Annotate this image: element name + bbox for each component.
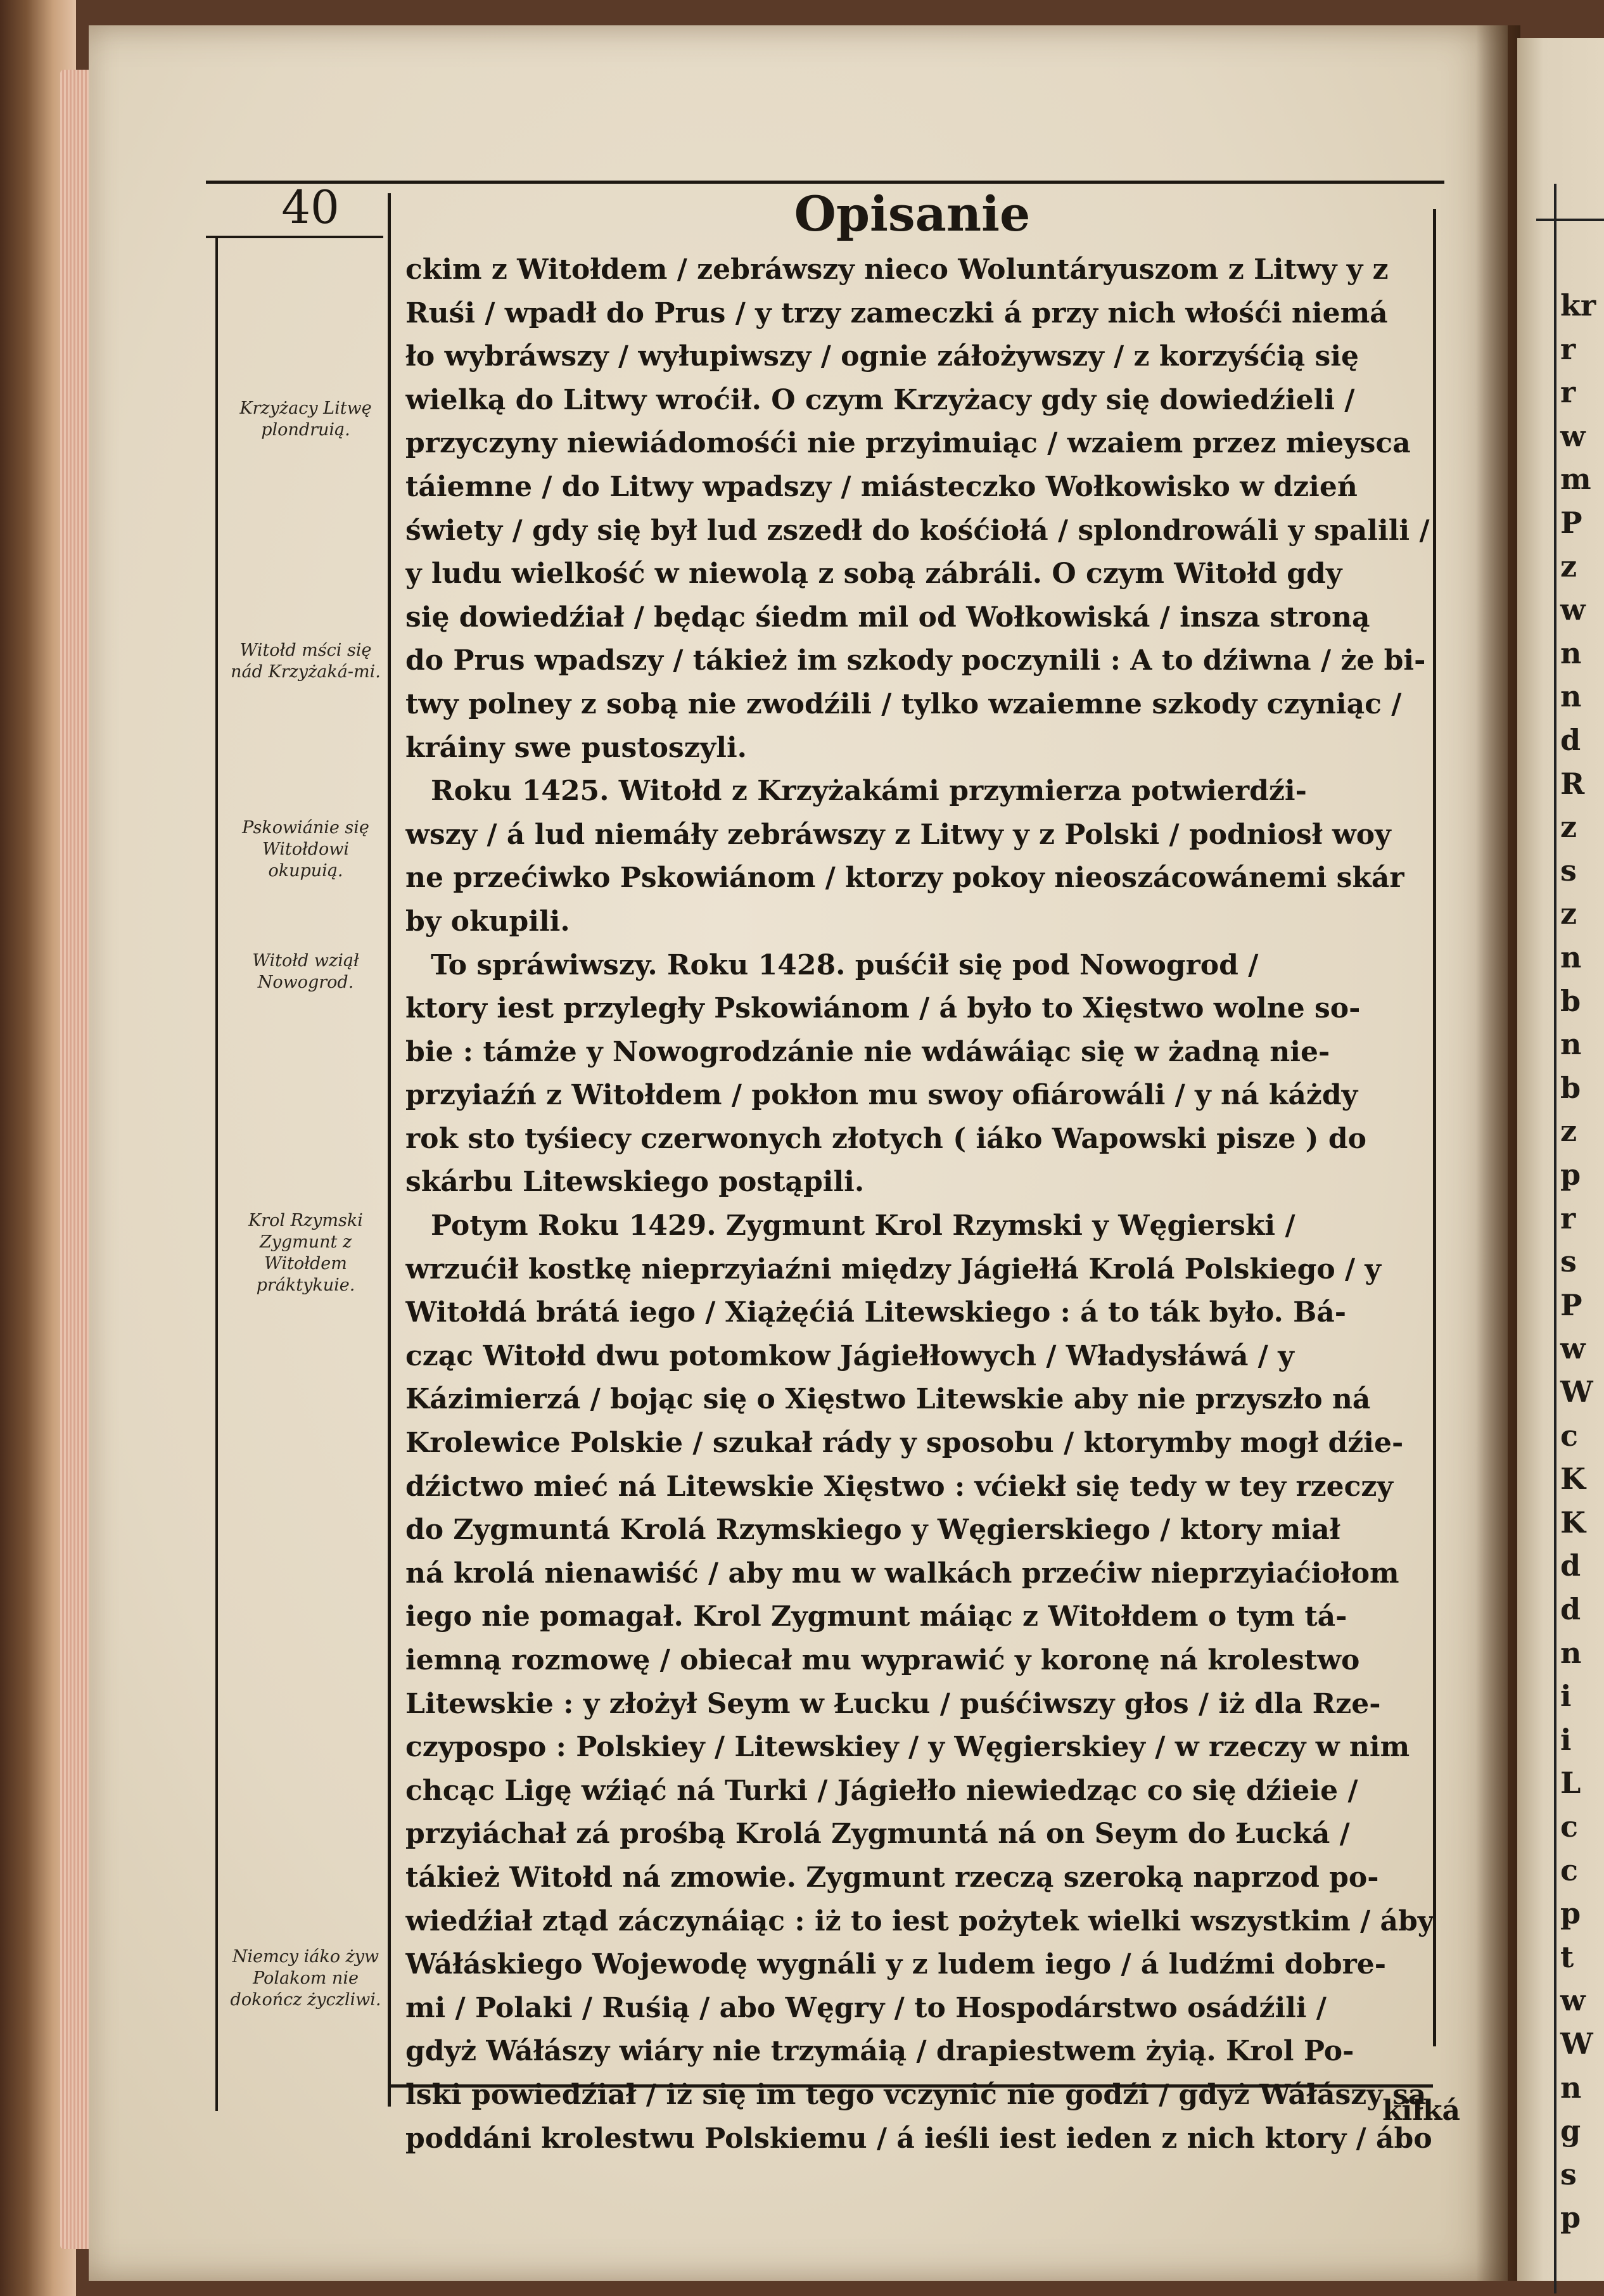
facing-page-fragment: W [1560,2027,1593,2061]
text-line: dźictwo mieć ná Litewskie Xięstwo : vćiekł się tedy w tey rzeczy [405,1470,1393,1503]
facing-page-fragment: c [1560,1853,1579,1887]
facing-page-fragment: m [1560,462,1591,497]
text-line: ktory iest przyległy Pskowiánom / á było to Xięstwo wolne so- [405,992,1361,1025]
text-line: ckim z Witołdem / zebráwszy nieco Woluntáryuszom z Litwy y z [405,253,1389,286]
text-line: wszy / á lud niemáły zebráwszy z Litwy y z Polski / podniosł woy [405,818,1391,851]
main-text-block [405,248,1457,2160]
text-line: przyczyny niewiádomośći nie przyimuiąc / wzaiem przez mieysca [405,427,1411,460]
text-line: Krolewice Polskie / szukał rády y sposobu / ktorymby mogł dźie- [405,1427,1404,1460]
page-number: 40 [281,181,340,234]
text-line: Roku 1425. Witołd z Krzyżakámi przymierza potwierdźi- [431,775,1307,808]
facing-page-fragment: w [1560,1331,1586,1366]
facing-page-fragment: K [1560,1505,1586,1540]
facing-page-fragment: z [1560,549,1577,584]
text-line: wiedźiał ztąd záczynáiąc : iż to iest pożytek wielki wszystkim / áby [405,1904,1434,1937]
margin-note: Pskowiánie się Witołdowi okupuią. [242,818,369,881]
text-line: poddáni krolestwu Polskiemu / á ieśli iest ieden z nich ktory / ábo [405,2122,1432,2155]
text-line: przyiáchał zá prośbą Krolá Zygmuntá ná on Seym do Łucká / [405,1818,1350,1851]
facing-page-fragment: c [1560,1418,1579,1453]
text-line: przyiaźń z Witołdem / pokłon mu swoy ofiárowáli / y ná káżdy [405,1079,1358,1112]
text-line: do Prus wpadszy / tákież im szkody poczynili : A to dźiwna / że bi- [405,644,1426,677]
facing-page-fragment: L [1560,1766,1581,1801]
facing-page-fragment: g [1560,2114,1581,2148]
facing-page-fragment: w [1560,592,1586,627]
facing-page-fragment: d [1560,723,1581,757]
facing-page-fragment: b [1560,1070,1581,1105]
text-line: iemną rozmowę / obiecał mu wyprawić y koronę ná krolestwo [405,1644,1360,1676]
margin-note: Krol Rzymski Zygmunt z Witołdem práktykuie. [248,1211,363,1295]
text-line: kráiny swe pustoszyli. [405,731,747,764]
text-line: ná krolá nienawiść / aby mu w walkách przećiw nieprzyiaćiołom [405,1557,1399,1590]
catchword: kilká [1382,2095,1460,2127]
facing-page-edge [1517,38,1604,2281]
margin-note: Witołd wziął Nowogrod. [252,951,359,992]
text-line: mi / Polaki / Ruśią / abo Węgry / to Hospodárstwo osádźili / [405,1991,1327,2024]
text-line: táiemne / do Litwy wpadszy / miásteczko Wołkowisko w dzień [405,470,1358,503]
text-line: by okupili. [405,905,570,938]
facing-page-fragment: n [1560,635,1582,670]
text-line: Witołdá brátá iego / Xiążęćiá Litewskiego : á to ták było. Bá- [405,1296,1347,1329]
text-line: ło wybráwszy / wyłupiwszy / ognie záłożywszy / z korzyśćią się [405,340,1359,373]
facing-page-fragment: s [1560,853,1577,888]
text-line: Litewskie : y złożył Seym w Łucku / puśćiwszy głos / iż dla Rze- [405,1687,1381,1720]
book-gutter [1476,25,1520,2281]
facing-page-fragment: n [1560,940,1582,974]
text-line: Potym Roku 1429. Zygmunt Krol Rzymski y Węgierski / [431,1209,1295,1242]
facing-page-fragment: z [1560,810,1577,845]
facing-page-fragment: s [1560,1244,1577,1279]
facing-page-fragment: i [1560,1722,1572,1757]
text-line: wielką do Litwy wroćił. O czym Krzyżacy gdy się dowiedźieli / [405,383,1355,416]
facing-page-fragment: z [1560,896,1577,931]
facing-page-fragment: t [1560,1939,1574,1974]
text-line: iego nie pomagał. Krol Zygmunt máiąc z Witołdem o tym tá- [405,1600,1347,1633]
facing-page-fragment: w [1560,418,1586,453]
margin-column-rule [388,193,391,2107]
facing-page-fragment: w [1560,1983,1586,2018]
text-line: Kázimierzá / bojąc się o Xięstwo Litewskie aby nie przyszło ná [405,1383,1371,1416]
text-line: ne przećiwko Pskowiánom / ktorzy pokoy nieoszácowánemi skár [405,862,1404,895]
facing-page-fragment: d [1560,1548,1581,1583]
facing-page-fragment: P [1560,1287,1582,1322]
margin-note: Witołd mści się nád Krzyżaká-mi. [231,641,381,682]
text-line: chcąc Ligę wźiąć ná Turki / Jágiełło niewiedząc co się dźieie / [405,1774,1358,1807]
facing-page-fragment: s [1560,2157,1577,2191]
text-line: y ludu wielkość w niewolą z sobą zábráli. O czym Witołd gdy [405,558,1342,590]
facing-page-fragment: K [1560,1462,1586,1496]
text-line: rok sto tyśiecy czerwonych złotych ( iáko Wapowski pisze ) do [405,1122,1366,1155]
facing-page-fragment: P [1560,506,1582,540]
text-line: się dowiedźiał / będąc śiedm mil od Wołkowiská / insza stroną [405,601,1370,634]
facing-page-fragment: p [1560,2200,1581,2235]
text-line: lski powiedźiał / iż się im tego vczynić nie godźi / gdyż Wáłászy są [405,2078,1427,2111]
facing-page-header-rule [1536,219,1604,221]
text-line: tákież Witołd ná zmowie. Zygmunt rzeczą szeroką naprzod po- [405,1861,1379,1894]
text-line: gdyż Wáłászy wiáry nie trzymáią / drapiestwem żyią. Krol Po- [405,2035,1354,2068]
margin-note: Niemcy iáko żyw Polakom nie dokończ życzliwi. [230,1947,381,2010]
text-line: do Zygmuntá Krolá Rzymskiego y Węgierskiego / ktory miał [405,1514,1340,1547]
margin-note: Krzyżacy Litwę plondruią. [239,399,372,440]
text-line: świety / gdy się był lud zszedł do kośćiołá / splondrowáli y spalili / [405,514,1430,547]
facing-page-fragment: p [1560,1896,1581,1931]
facing-page-fragment: W [1560,1375,1593,1409]
text-line: Wáłáskiego Wojewodę wygnáli y z ludem iego / á ludźmi dobre- [405,1948,1387,1981]
text-line: Ruśi / wpadł do Prus / y trzy zameczki á przy nich włośći niemá [405,297,1388,329]
text-line: wrzućił kostkę nieprzyiaźni między Jágiełłá Krolá Polskiego / y [405,1253,1381,1285]
facing-page-fragment: R [1560,766,1585,801]
text-line: czypospo : Polskiey / Litewskiey / y Węgierskiey / w rzeczy w nim [405,1731,1410,1764]
text-line: twy polney z sobą nie zwodźili / tylko wzaiemne szkody czyniąc / [405,687,1402,720]
facing-page-fragment: p [1560,1158,1581,1192]
facing-page-fragment: d [1560,1592,1581,1626]
facing-page-fragment: n [1560,679,1582,714]
header-rule-lower [206,236,383,238]
text-frame-left-rule [215,236,218,2111]
facing-page-frame-rule [1554,184,1556,2293]
running-title: Opisanie [794,186,1031,242]
facing-page-fragment: r [1560,375,1576,410]
text-line: cząc Witołd dwu potomkow Jágiełłowych / Władysłáwá / y [405,1339,1294,1372]
facing-page-fragment: r [1560,331,1576,366]
facing-page-fragment: n [1560,1635,1582,1670]
text-line: bie : támże y Nowogrodzánie nie wdáwáiąc się w żadną nie- [405,1035,1330,1068]
facing-page-fragment: kr [1560,288,1596,322]
facing-page-fragment: i [1560,1679,1572,1714]
facing-page-fragment: r [1560,1201,1576,1235]
facing-page-fragment: n [1560,1027,1582,1062]
text-line: To spráwiwszy. Roku 1428. puśćił się pod Nowogrod / [431,948,1259,981]
facing-page-fragment: b [1560,983,1581,1018]
facing-page-fragment: z [1560,1114,1577,1149]
text-line: skárbu Litewskiego postąpili. [405,1166,865,1199]
facing-page-fragment: c [1560,1809,1579,1844]
facing-page-fragment: n [1560,2070,1582,2105]
